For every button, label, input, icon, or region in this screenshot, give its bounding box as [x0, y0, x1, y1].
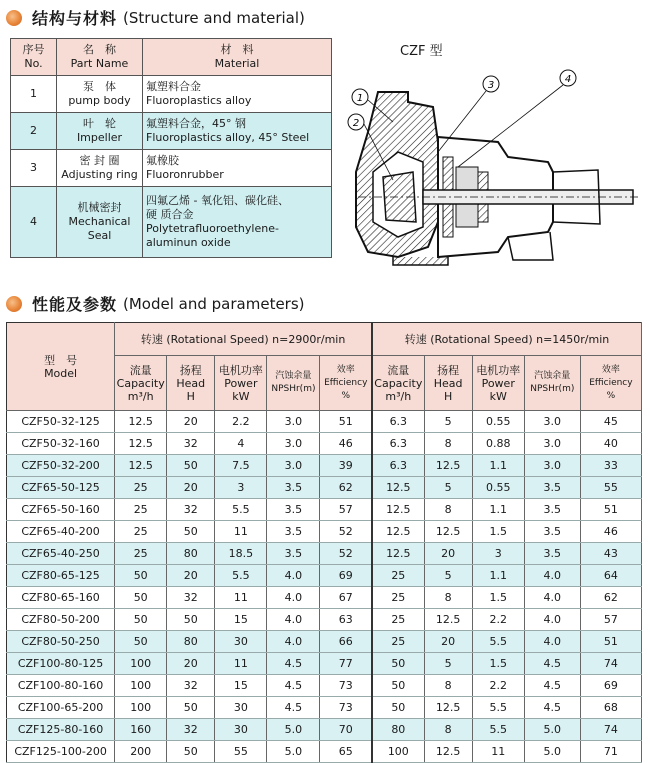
table-row	[11, 113, 332, 150]
cell-material: 氟塑料合金，45° 钢 Fluoroplastics alloy, 45° Steel	[143, 113, 332, 150]
table-row	[11, 76, 332, 113]
cell-value: 73	[320, 675, 372, 697]
cell-value: 5.5	[472, 719, 524, 741]
cell-value: 4.0	[267, 587, 320, 609]
cell-value: 1.5	[472, 587, 524, 609]
cell-value: 32	[167, 587, 215, 609]
cell-value: 20	[424, 543, 472, 565]
header-capacity: 流量 Capacity m³/h	[372, 356, 424, 411]
cell-value: 51	[320, 411, 372, 433]
cell-value: 6.3	[372, 433, 424, 455]
cell-value: 20	[167, 477, 215, 499]
cell-value: 3.5	[524, 521, 580, 543]
table-row	[7, 521, 642, 543]
cell-value: 62	[320, 477, 372, 499]
cell-value: 200	[115, 741, 167, 763]
table-row	[7, 455, 642, 477]
cell-value: 57	[320, 499, 372, 521]
table-row	[7, 631, 642, 653]
cell-value: 12.5	[424, 455, 472, 477]
cell-value: 11	[215, 653, 267, 675]
cell-value: 3.0	[524, 433, 580, 455]
cell-value: 8	[424, 499, 472, 521]
cell-value: 4	[215, 433, 267, 455]
parameters-header-speed-row	[7, 323, 642, 356]
cell-value: 25	[115, 477, 167, 499]
cell-value: 52	[320, 521, 372, 543]
cell-value: 4.0	[524, 631, 580, 653]
table-row	[7, 565, 642, 587]
callout-3: 3	[487, 80, 495, 91]
cell-model: CZF80-50-250	[7, 631, 115, 653]
cell-value: 25	[115, 521, 167, 543]
section-title-en: (Model and parameters)	[123, 294, 305, 313]
cell-model: CZF100-80-160	[7, 675, 115, 697]
cell-model: CZF80-50-200	[7, 609, 115, 631]
cell-value: 2.2	[472, 675, 524, 697]
cell-value: 3.0	[267, 455, 320, 477]
cell-model: CZF65-40-250	[7, 543, 115, 565]
cell-model: CZF50-32-160	[7, 433, 115, 455]
cell-value: 20	[167, 565, 215, 587]
table-row	[7, 587, 642, 609]
table-row	[7, 719, 642, 741]
cell-value: 8	[424, 719, 472, 741]
cell-value: 50	[115, 565, 167, 587]
cell-value: 25	[372, 609, 424, 631]
section-title-cn: 结构与材料	[32, 9, 118, 28]
cell-value: 4.0	[267, 609, 320, 631]
cell-model: CZF125-80-160	[7, 719, 115, 741]
cell-value: 5	[424, 653, 472, 675]
header-npshrm: 汽蚀余量 NPSHr(m)	[524, 356, 580, 411]
cell-value: 3.5	[524, 499, 580, 521]
cell-value: 32	[167, 433, 215, 455]
cell-value: 1.5	[472, 653, 524, 675]
cell-value: 69	[320, 565, 372, 587]
cell-part: 机械密封 Mechanical Seal	[57, 187, 143, 258]
cell-value: 100	[115, 697, 167, 719]
diagram-caption: CZF 型	[400, 44, 443, 59]
cell-value: 12.5	[424, 609, 472, 631]
cell-value: 1.5	[472, 521, 524, 543]
cell-value: 55	[580, 477, 641, 499]
header-speed-2900: 转速 (Rotational Speed) n=2900r/min	[115, 323, 372, 356]
cell-value: 30	[215, 697, 267, 719]
cell-value: 7.5	[215, 455, 267, 477]
cell-value: 8	[424, 587, 472, 609]
cell-value: 80	[167, 543, 215, 565]
materials-table	[10, 38, 332, 258]
cell-value: 57	[580, 609, 641, 631]
cell-value: 46	[580, 521, 641, 543]
cell-value: 1.1	[472, 499, 524, 521]
header-head: 扬程 Head H	[167, 356, 215, 411]
cell-value: 20	[167, 653, 215, 675]
cell-value: 25	[372, 587, 424, 609]
cell-value: 68	[580, 697, 641, 719]
header-material: 材 料 Material	[143, 39, 332, 76]
header-capacity: 流量 Capacity m³/h	[115, 356, 167, 411]
cell-value: 66	[320, 631, 372, 653]
cell-model: CZF50-32-200	[7, 455, 115, 477]
cell-value: 5.5	[472, 631, 524, 653]
cell-value: 64	[580, 565, 641, 587]
cell-value: 3.5	[524, 543, 580, 565]
header-no: 序号 No.	[11, 39, 57, 76]
cell-value: 1.1	[472, 455, 524, 477]
cell-value: 100	[115, 653, 167, 675]
cell-value: 52	[320, 543, 372, 565]
cell-value: 39	[320, 455, 372, 477]
cell-value: 5	[424, 477, 472, 499]
cell-value: 0.55	[472, 477, 524, 499]
cell-value: 0.88	[472, 433, 524, 455]
cell-part: 密 封 圈 Adjusting ring	[57, 150, 143, 187]
cell-value: 100	[372, 741, 424, 763]
cell-value: 50	[372, 653, 424, 675]
section-title-cn: 性能及参数	[32, 295, 118, 314]
cell-value: 8	[424, 433, 472, 455]
cell-value: 80	[372, 719, 424, 741]
cell-value: 18.5	[215, 543, 267, 565]
cell-material: 四氟乙烯 - 氧化铝、碳化硅、 硬 质合金 Polytetrafluoroethylene- aluminun oxide	[143, 187, 332, 258]
cell-value: 3	[215, 477, 267, 499]
cell-value: 4.5	[267, 697, 320, 719]
cell-value: 4.5	[267, 653, 320, 675]
cell-value: 160	[115, 719, 167, 741]
callout-4: 4	[564, 74, 572, 85]
section-title-en: (Structure and material)	[123, 8, 305, 27]
cell-value: 50	[115, 609, 167, 631]
header-efficiency: 效率 Efficiency %	[580, 356, 641, 411]
cell-value: 32	[167, 719, 215, 741]
cell-value: 71	[580, 741, 641, 763]
cell-value: 4.0	[524, 609, 580, 631]
cell-value: 55	[215, 741, 267, 763]
cell-no: 3	[11, 150, 57, 187]
cell-value: 100	[115, 675, 167, 697]
table-row	[7, 477, 642, 499]
cell-value: 3.5	[267, 521, 320, 543]
cell-model: CZF100-80-125	[7, 653, 115, 675]
cell-value: 15	[215, 609, 267, 631]
cell-value: 50	[167, 455, 215, 477]
cell-value: 12.5	[115, 433, 167, 455]
cell-value: 25	[372, 631, 424, 653]
cell-value: 51	[580, 499, 641, 521]
cell-value: 4.0	[267, 565, 320, 587]
header-part-name: 名 称 Part Name	[57, 39, 143, 76]
cell-value: 30	[215, 719, 267, 741]
cell-value: 4.0	[267, 631, 320, 653]
cell-value: 6.3	[372, 411, 424, 433]
cell-value: 3.0	[267, 411, 320, 433]
cell-model: CZF65-50-125	[7, 477, 115, 499]
cell-value: 30	[215, 631, 267, 653]
cell-value: 73	[320, 697, 372, 719]
cell-value: 25	[115, 543, 167, 565]
cell-model: CZF50-32-125	[7, 411, 115, 433]
cell-model: CZF65-50-160	[7, 499, 115, 521]
cell-value: 50	[372, 697, 424, 719]
cell-value: 4.5	[524, 675, 580, 697]
table-row	[11, 187, 332, 258]
cell-value: 12.5	[372, 521, 424, 543]
cell-value: 50	[372, 675, 424, 697]
cell-model: CZF125-100-200	[7, 741, 115, 763]
cell-value: 12.5	[372, 499, 424, 521]
cell-model: CZF100-65-200	[7, 697, 115, 719]
cell-value: 5.0	[267, 719, 320, 741]
cell-value: 12.5	[115, 411, 167, 433]
cell-value: 3.0	[267, 433, 320, 455]
orange-bullet-icon	[6, 296, 22, 312]
cell-value: 50	[167, 741, 215, 763]
cell-value: 8	[424, 675, 472, 697]
cell-value: 74	[580, 653, 641, 675]
cell-value: 5.5	[215, 499, 267, 521]
header-speed-1450: 转速 (Rotational Speed) n=1450r/min	[372, 323, 641, 356]
header-npshrm: 汽蚀余量 NPSHr(m)	[267, 356, 320, 411]
cell-value: 69	[580, 675, 641, 697]
cell-material: 氟橡胶 Fluoronrubber	[143, 150, 332, 187]
table-row	[7, 675, 642, 697]
cell-value: 12.5	[372, 543, 424, 565]
table-row	[7, 433, 642, 455]
section-parameters-heading	[6, 292, 305, 315]
cell-value: 32	[167, 675, 215, 697]
cell-model: CZF80-65-160	[7, 587, 115, 609]
cell-value: 32	[167, 499, 215, 521]
cell-value: 5.0	[524, 741, 580, 763]
cell-value: 45	[580, 411, 641, 433]
cell-value: 4.0	[524, 587, 580, 609]
cell-value: 70	[320, 719, 372, 741]
cell-value: 25	[372, 565, 424, 587]
cell-material: 氟塑料合金 Fluoroplastics alloy	[143, 76, 332, 113]
cell-value: 50	[167, 697, 215, 719]
callout-1: 1	[356, 93, 364, 104]
cell-value: 2.2	[215, 411, 267, 433]
cell-value: 25	[115, 499, 167, 521]
header-power: 电机功率 Power kW	[215, 356, 267, 411]
cell-value: 12.5	[424, 741, 472, 763]
cell-value: 50	[115, 587, 167, 609]
cell-no: 4	[11, 187, 57, 258]
cell-value: 63	[320, 609, 372, 631]
table-row	[7, 741, 642, 763]
cell-value: 2.2	[472, 609, 524, 631]
cell-value: 5	[424, 565, 472, 587]
cell-value: 3.5	[267, 477, 320, 499]
pump-cross-section-diagram	[338, 62, 646, 268]
cell-value: 3.5	[267, 543, 320, 565]
header-power: 电机功率 Power kW	[472, 356, 524, 411]
cell-value: 50	[167, 521, 215, 543]
section-structure-heading	[6, 6, 305, 29]
cell-no: 1	[11, 76, 57, 113]
cell-value: 5.0	[524, 719, 580, 741]
cell-no: 2	[11, 113, 57, 150]
table-row	[7, 697, 642, 719]
cell-value: 6.3	[372, 455, 424, 477]
cell-value: 74	[580, 719, 641, 741]
cell-value: 3.5	[267, 499, 320, 521]
cell-value: 4.5	[267, 675, 320, 697]
cell-value: 4.5	[524, 653, 580, 675]
cell-value: 5	[424, 411, 472, 433]
cell-value: 1.1	[472, 565, 524, 587]
cell-part: 泵 体 pump body	[57, 76, 143, 113]
cell-value: 51	[580, 631, 641, 653]
table-row	[7, 499, 642, 521]
cell-model: CZF80-65-125	[7, 565, 115, 587]
cell-value: 12.5	[424, 697, 472, 719]
cell-value: 50	[167, 609, 215, 631]
header-model: 型 号 Model	[7, 323, 115, 411]
cell-model: CZF65-40-200	[7, 521, 115, 543]
cell-value: 3.0	[524, 455, 580, 477]
orange-bullet-icon	[6, 10, 22, 26]
parameters-body	[7, 411, 642, 763]
cell-value: 0.55	[472, 411, 524, 433]
materials-header-row	[11, 39, 332, 76]
cell-value: 20	[424, 631, 472, 653]
cell-value: 65	[320, 741, 372, 763]
table-row	[7, 653, 642, 675]
cell-value: 12.5	[115, 455, 167, 477]
cell-value: 5.5	[215, 565, 267, 587]
table-row	[11, 150, 332, 187]
header-efficiency: 效率 Efficiency %	[320, 356, 372, 411]
cell-value: 5.5	[472, 697, 524, 719]
table-row	[7, 609, 642, 631]
cell-value: 40	[580, 433, 641, 455]
cell-value: 12.5	[424, 521, 472, 543]
header-head: 扬程 Head H	[424, 356, 472, 411]
cell-value: 80	[167, 631, 215, 653]
cell-value: 67	[320, 587, 372, 609]
cell-value: 50	[115, 631, 167, 653]
cell-value: 43	[580, 543, 641, 565]
cell-value: 3.5	[524, 477, 580, 499]
cell-value: 4.5	[524, 697, 580, 719]
cell-value: 33	[580, 455, 641, 477]
cell-value: 11	[472, 741, 524, 763]
cell-value: 20	[167, 411, 215, 433]
cell-value: 46	[320, 433, 372, 455]
cell-value: 5.0	[267, 741, 320, 763]
cell-value: 77	[320, 653, 372, 675]
cell-value: 3.0	[524, 411, 580, 433]
cell-part: 叶 轮 Impeller	[57, 113, 143, 150]
cell-value: 11	[215, 521, 267, 543]
callout-2: 2	[352, 118, 360, 129]
cell-value: 12.5	[372, 477, 424, 499]
table-row	[7, 543, 642, 565]
table-row	[7, 411, 642, 433]
cell-value: 11	[215, 587, 267, 609]
parameters-table	[6, 322, 642, 763]
cell-value: 4.0	[524, 565, 580, 587]
cell-value: 62	[580, 587, 641, 609]
cell-value: 3	[472, 543, 524, 565]
cell-value: 15	[215, 675, 267, 697]
